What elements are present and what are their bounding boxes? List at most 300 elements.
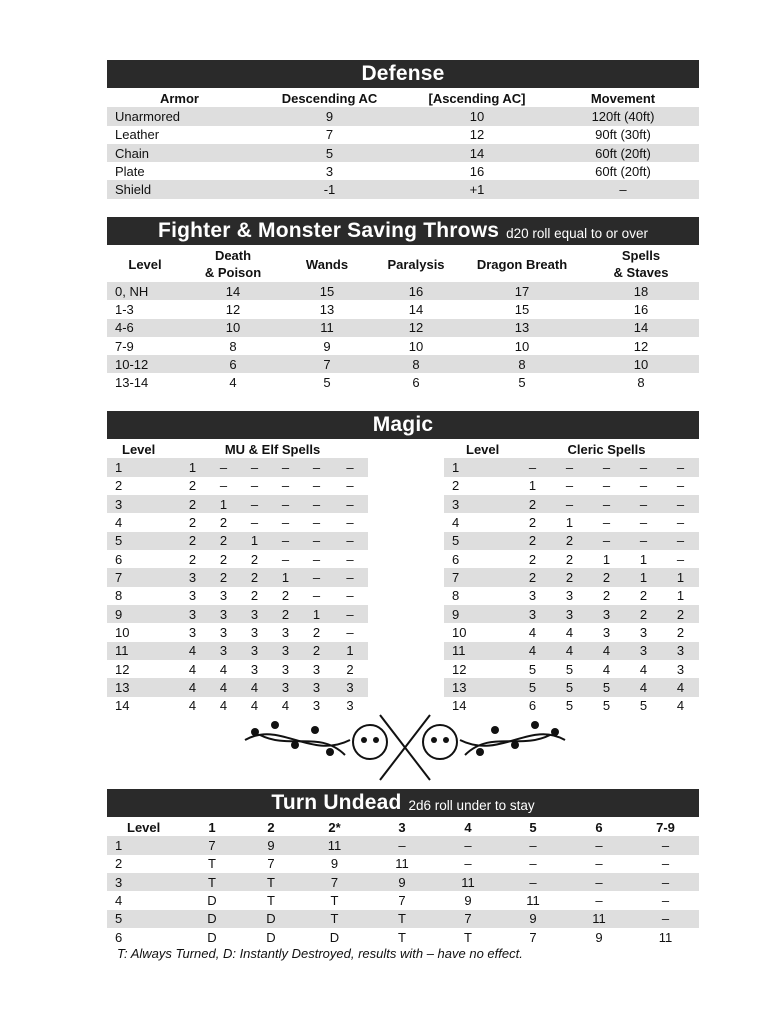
table-row — [107, 180, 699, 198]
cell: 3 — [528, 588, 537, 604]
cell: 4 — [250, 698, 259, 714]
cell: 3 — [312, 698, 321, 714]
cell: 11 — [526, 893, 540, 909]
cell: 3 — [239, 642, 270, 660]
cell: – — [301, 458, 332, 476]
cell: 7 — [444, 568, 514, 586]
mu-spells-table — [107, 440, 368, 715]
cell: 10 — [408, 338, 424, 354]
cell: 12 — [225, 301, 241, 317]
cell: 5 — [639, 698, 648, 714]
cell: – — [239, 458, 270, 476]
cell: 13 — [461, 319, 583, 337]
cell: – — [332, 495, 368, 513]
col-header: Spells & Staves — [613, 248, 669, 280]
cell: 3 — [219, 588, 228, 604]
table-row — [444, 605, 699, 623]
turn-undead-note: T: Always Turned, D: Instantly Destroyed, results with – have no effect. — [117, 946, 523, 961]
cell: Plate — [115, 163, 145, 179]
cell: Chain — [107, 144, 252, 162]
cell: 10 — [183, 319, 283, 337]
col-header: Paralysis — [387, 256, 445, 272]
cell: 11 — [444, 642, 514, 660]
cleric-spells-table — [444, 440, 699, 715]
cell: 2 — [602, 588, 611, 604]
table-row — [107, 107, 699, 125]
table-row — [107, 319, 699, 337]
cell: – — [301, 495, 332, 513]
cell: 7 — [398, 893, 406, 909]
cell: 3 — [107, 495, 177, 513]
cell: 5 — [565, 698, 574, 714]
cell: 2 — [312, 625, 321, 641]
col-header: [Ascending AC] — [428, 90, 526, 106]
cell: 11 — [283, 319, 371, 337]
cell: 11 — [107, 642, 177, 660]
cell: 2 — [551, 532, 588, 550]
cell: – — [500, 873, 566, 891]
cell: 0, NH — [107, 282, 183, 300]
col-header: 4 — [464, 819, 472, 835]
cell: 4 — [528, 625, 537, 641]
cell: 4 — [639, 661, 648, 677]
cell: 2 — [514, 495, 551, 513]
cell: 7 — [301, 873, 368, 891]
table-row — [444, 660, 699, 678]
cell: 14 — [183, 282, 283, 300]
cell: 5 — [588, 678, 625, 696]
cell: 12 — [633, 338, 649, 354]
cell: 17 — [461, 282, 583, 300]
cell: 4 — [115, 893, 123, 909]
cell: 2 — [639, 588, 648, 604]
cell: – — [250, 478, 259, 494]
cell: 4 — [208, 678, 239, 696]
cell: 13-14 — [115, 375, 149, 391]
cell: 3 — [301, 678, 332, 696]
cell: 4 — [565, 625, 574, 641]
cell: 2 — [270, 605, 301, 623]
cell: – — [595, 893, 603, 909]
cell: – — [301, 568, 332, 586]
cell: – — [676, 515, 685, 530]
table-row — [107, 337, 699, 355]
cell: T — [368, 910, 436, 928]
table-row — [107, 355, 699, 373]
cell: 14 — [407, 144, 547, 162]
saves-table — [107, 246, 699, 392]
cell: – — [346, 625, 354, 641]
table-row — [107, 282, 699, 300]
cell: 1 — [239, 532, 270, 550]
cell: – — [639, 515, 648, 530]
cell: – — [662, 495, 699, 513]
cell: – — [312, 588, 321, 604]
cell: – — [270, 495, 301, 513]
cell: 10 — [583, 355, 699, 373]
cell: 3 — [676, 661, 685, 677]
turn-subtitle: 2d6 roll under to stay — [408, 797, 535, 813]
cell: 16 — [633, 301, 649, 317]
col-header: 1 — [208, 819, 216, 835]
cell: 7 — [267, 856, 275, 872]
cell: – — [301, 532, 332, 550]
cell: 2 — [250, 551, 259, 567]
cell: T — [398, 929, 406, 945]
cell: 2 — [625, 605, 662, 623]
cell: 2 — [188, 515, 197, 530]
magic-title: Magic — [372, 413, 434, 436]
cell: 3 — [602, 625, 611, 641]
cell: – — [588, 458, 625, 476]
cell: 12 — [452, 661, 467, 677]
cell: 4 — [588, 642, 625, 660]
cell: 5 — [528, 661, 537, 677]
cell: 5 — [602, 698, 611, 714]
table-row — [444, 623, 699, 641]
cell: 14 — [583, 319, 699, 337]
cell: 5 — [107, 532, 177, 550]
cell: 2 — [565, 551, 574, 567]
col-header: Level — [127, 819, 161, 835]
cell: 8 — [637, 375, 645, 391]
turn-title-bar — [107, 789, 699, 817]
col-header: Cleric Spells — [567, 441, 646, 457]
skull-vine-ornament-icon — [240, 710, 570, 790]
cell: 13 — [319, 301, 335, 317]
cell: – — [676, 478, 685, 494]
cell: 60ft (20ft) — [547, 144, 699, 162]
cell: – — [436, 836, 500, 854]
saves-title-bar — [107, 217, 699, 245]
cell: 2 — [514, 532, 551, 550]
table-row — [107, 458, 368, 476]
cell: 2 — [115, 856, 123, 872]
saves-title: Fighter & Monster Saving Throws — [158, 219, 500, 242]
cell: – — [551, 495, 588, 513]
table-row — [107, 568, 368, 586]
cell: – — [551, 458, 588, 476]
cell: – — [566, 836, 632, 854]
table-row — [107, 678, 368, 696]
table-row — [107, 550, 368, 568]
cell: 1 — [528, 478, 537, 494]
cell: 5 — [518, 375, 526, 391]
cell: 1 — [444, 458, 514, 476]
table-row — [107, 144, 699, 162]
cell: 6 — [115, 929, 123, 945]
cell: 3 — [625, 642, 662, 660]
magic-title-bar — [107, 411, 699, 439]
col-header: Movement — [590, 90, 656, 106]
col-header: 3 — [398, 819, 406, 835]
cell: 3 — [565, 588, 574, 604]
cell: 2 — [588, 568, 625, 586]
cell: T — [267, 893, 275, 909]
table-row — [107, 873, 699, 891]
cell: 4 — [239, 678, 270, 696]
cell: 1 — [208, 495, 239, 513]
cell: 11 — [658, 929, 673, 945]
cell: 11 — [395, 856, 409, 872]
table-row — [107, 928, 699, 946]
table-row — [107, 910, 699, 928]
cell: 5 — [551, 678, 588, 696]
cell: 4 — [188, 661, 197, 677]
cell: – — [661, 856, 670, 872]
cell: – — [588, 532, 625, 550]
cell: 2 — [676, 625, 685, 641]
turn-undead-table — [107, 818, 699, 946]
col-header: Level — [466, 441, 500, 457]
cell: – — [312, 551, 321, 567]
cell: 1 — [301, 605, 332, 623]
table-row — [444, 532, 699, 550]
cell: – — [281, 551, 290, 567]
cell: 7-9 — [115, 338, 134, 354]
cell: 3 — [177, 605, 208, 623]
cell: 2 — [239, 568, 270, 586]
cell: 2 — [208, 532, 239, 550]
cell: T — [208, 856, 216, 872]
cell: 4 — [662, 678, 699, 696]
cell: 3 — [250, 661, 259, 677]
col-header: Wands — [305, 256, 349, 272]
cell: 2 — [346, 661, 354, 677]
cell: 9 — [107, 605, 177, 623]
cell: 3 — [188, 588, 197, 604]
cell: 2 — [208, 568, 239, 586]
cell: – — [566, 873, 632, 891]
cell: 90ft (30ft) — [595, 127, 651, 143]
cell: 5 — [107, 910, 183, 928]
cell: 1 — [602, 551, 611, 567]
cell: 60ft (20ft) — [595, 163, 651, 179]
cell: 4 — [452, 515, 460, 530]
cell: 4 — [177, 678, 208, 696]
cell: 14 — [452, 698, 467, 714]
defense-title: Defense — [361, 62, 445, 85]
cell: – — [632, 836, 699, 854]
cell: 9 — [464, 893, 472, 909]
cell: 3 — [325, 163, 334, 179]
cell: 10 — [407, 107, 547, 125]
cell: 3 — [332, 678, 368, 696]
cell: 2 — [219, 515, 228, 530]
cell: – — [346, 551, 354, 567]
cell: 1 — [332, 642, 368, 660]
table-row — [107, 373, 699, 391]
cell: 4 — [281, 698, 290, 714]
cell: 15 — [283, 282, 371, 300]
cell: 2 — [662, 605, 699, 623]
table-row — [107, 642, 368, 660]
cell: 5 — [514, 678, 551, 696]
col-header: Level — [122, 441, 156, 457]
cell: 2 — [250, 588, 259, 604]
cell: – — [625, 532, 662, 550]
cell: 13 — [107, 678, 177, 696]
cell: – — [500, 836, 566, 854]
cell: 9 — [444, 605, 514, 623]
cell: 14 — [408, 301, 424, 317]
cell: 3 — [208, 605, 239, 623]
cell: – — [625, 458, 662, 476]
col-header: 2 — [267, 819, 275, 835]
cell: – — [270, 532, 301, 550]
table-row — [444, 642, 699, 660]
cell: 6 — [528, 698, 537, 714]
cell: 1 — [270, 568, 301, 586]
cell: 11 — [301, 836, 368, 854]
cell: 8 — [461, 355, 583, 373]
cell: 1 — [676, 588, 685, 604]
table-row — [107, 300, 699, 318]
cell: 12 — [115, 661, 130, 677]
cell: 8 — [115, 588, 123, 604]
cell: – — [239, 495, 270, 513]
table-row — [444, 495, 699, 513]
table-row — [444, 513, 699, 531]
cell: 1 — [565, 515, 574, 530]
cell: 7 — [436, 910, 500, 928]
cell: 3 — [312, 661, 321, 677]
cell: T — [241, 873, 301, 891]
cell: 4-6 — [107, 319, 183, 337]
table-row — [444, 458, 699, 476]
cell: 2 — [281, 588, 290, 604]
cell: 11 — [566, 910, 632, 928]
cell: 8 — [229, 338, 237, 354]
cell: – — [662, 532, 699, 550]
cell: 5 — [444, 532, 514, 550]
cell: 2 — [188, 551, 197, 567]
col-header: Dragon Breath — [476, 256, 568, 272]
cell: – — [332, 458, 368, 476]
cell: – — [662, 458, 699, 476]
cell: 7 — [183, 836, 241, 854]
cell: 2 — [188, 478, 197, 494]
cell: 3 — [177, 568, 208, 586]
cell: 2 — [301, 642, 332, 660]
cell: 6 — [452, 551, 460, 567]
table-row — [107, 836, 699, 854]
cell: T — [330, 893, 339, 909]
cell: – — [281, 515, 290, 530]
cell: 2 — [452, 478, 460, 494]
cell: -1 — [252, 180, 407, 198]
cell: 3 — [346, 698, 354, 714]
cell: 9 — [500, 910, 566, 928]
col-header: 7-9 — [656, 819, 675, 835]
cell: 6 — [183, 355, 283, 373]
cell: 3 — [270, 642, 301, 660]
cell: 12 — [371, 319, 461, 337]
cell: 16 — [469, 163, 485, 179]
cell: 3 — [551, 605, 588, 623]
cell: 4 — [676, 698, 685, 714]
table-row — [107, 162, 699, 180]
cell: D — [329, 929, 340, 945]
cell: 4 — [625, 678, 662, 696]
cell: – — [547, 180, 699, 198]
cell: 3 — [662, 642, 699, 660]
cell: 1 — [107, 458, 177, 476]
cell: 2 — [514, 568, 551, 586]
cell: 3 — [588, 605, 625, 623]
cell: – — [208, 458, 239, 476]
cell: 7 — [325, 127, 334, 143]
cell: T — [183, 873, 241, 891]
cell: – — [602, 515, 611, 530]
cell: 3 — [281, 661, 290, 677]
cell: – — [250, 515, 259, 530]
cell: 9 — [241, 836, 301, 854]
cell: 1-3 — [115, 301, 134, 317]
cell: 7 — [283, 355, 371, 373]
col-header: Descending AC — [281, 90, 378, 106]
cell: 120ft (40ft) — [547, 107, 699, 125]
cell: 7 — [529, 929, 537, 945]
cell: – — [219, 478, 228, 494]
cell: 9 — [323, 338, 331, 354]
table-row — [107, 126, 699, 144]
col-header: 6 — [595, 819, 603, 835]
table-row — [107, 513, 368, 531]
cell: – — [346, 515, 354, 530]
cell: – — [332, 605, 368, 623]
table-row — [107, 623, 368, 641]
cell: 10 — [452, 625, 467, 641]
cell: 2 — [219, 551, 228, 567]
cell: 9 — [252, 107, 407, 125]
cell: – — [676, 551, 685, 567]
cell: – — [332, 532, 368, 550]
table-row — [107, 891, 699, 909]
cell: 1 — [662, 568, 699, 586]
cell: 10-12 — [107, 355, 183, 373]
cell: 4 — [551, 642, 588, 660]
table-row — [107, 855, 699, 873]
cell: 9 — [330, 856, 339, 872]
col-header: Armor — [159, 90, 199, 106]
cell: D — [266, 929, 276, 945]
cell: 4 — [514, 642, 551, 660]
table-row — [444, 568, 699, 586]
cell: 3 — [107, 873, 183, 891]
turn-title: Turn Undead — [271, 791, 402, 814]
table-row — [107, 587, 368, 605]
cell: 2 — [115, 478, 123, 494]
col-header: 2* — [328, 819, 341, 835]
cell: 3 — [281, 625, 290, 641]
cell: – — [346, 478, 354, 494]
cell: – — [565, 478, 574, 494]
cell: 4 — [188, 698, 197, 714]
cell: 3 — [514, 605, 551, 623]
cell: – — [312, 515, 321, 530]
table-row — [444, 587, 699, 605]
table-row — [107, 532, 368, 550]
cell: D — [207, 893, 217, 909]
cell: 8 — [371, 355, 461, 373]
cell: 11 — [436, 873, 500, 891]
cell: 1 — [107, 836, 183, 854]
cell: 2 — [528, 551, 537, 567]
cell: 15 — [514, 301, 530, 317]
cell: 7 — [107, 568, 177, 586]
table-row — [107, 660, 368, 678]
